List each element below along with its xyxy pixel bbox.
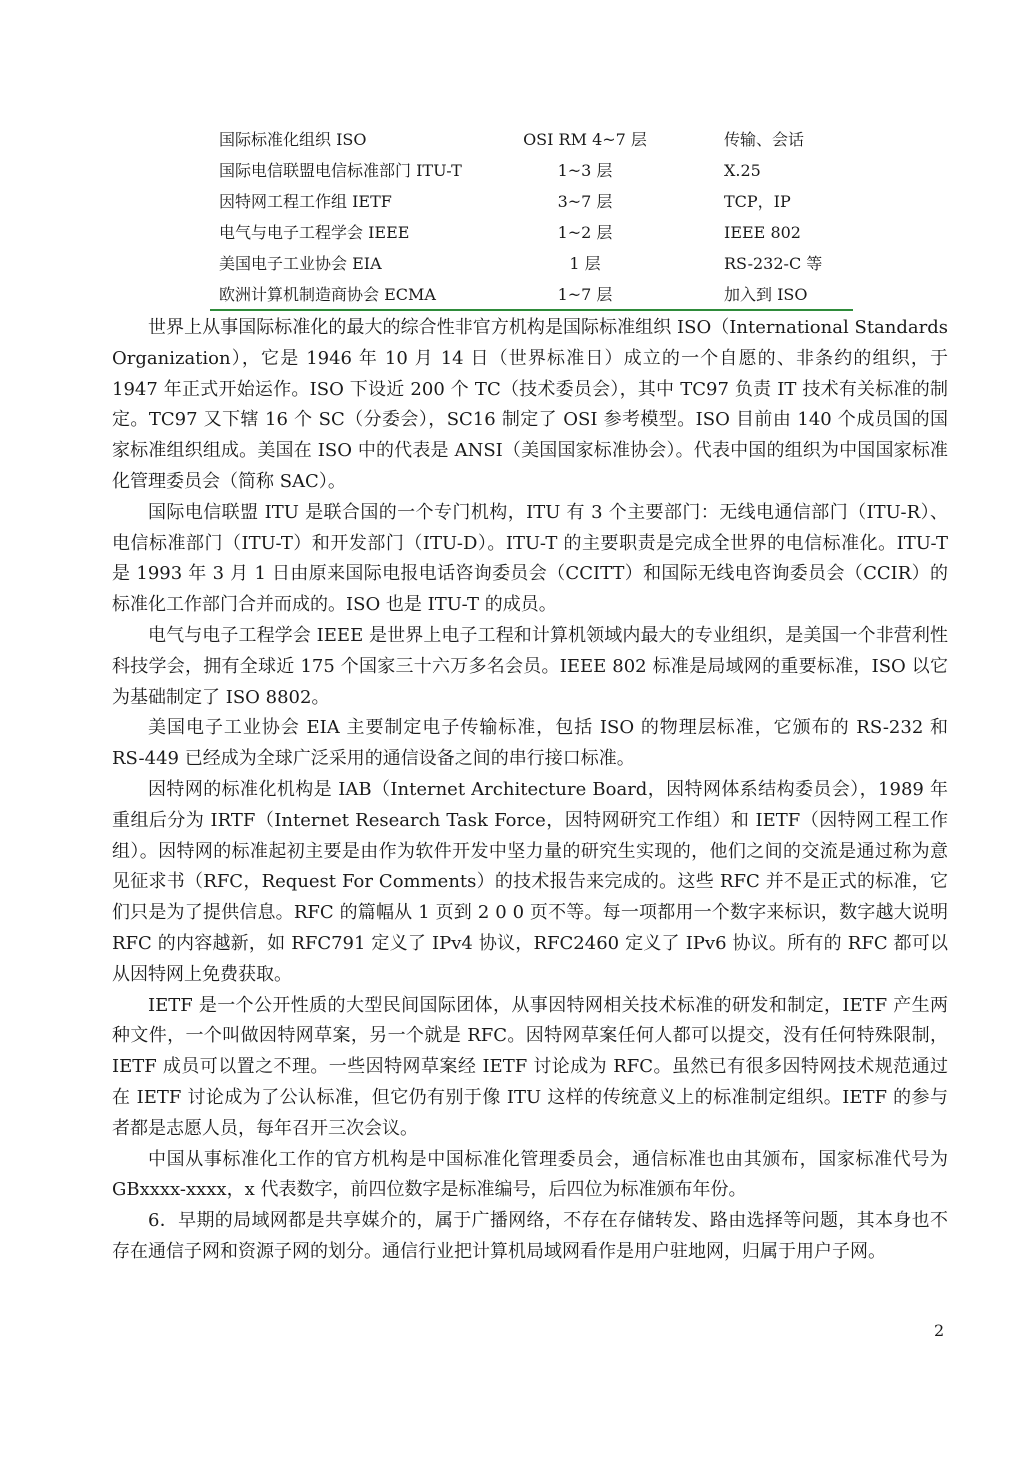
paragraph-ieee: 电气与电子工程学会 IEEE 是世界上电子工程和计算机领域内最大的专业组织，是美国一个非营利性科技学会，拥有全球近 175 个国家三十六万多名会员。IEEE 802 标准是局域网的重要标准，ISO 以它为基础制定了 ISO 8802。	[112, 624, 948, 708]
org-name: 国际标准化组织 ISO	[219, 130, 367, 149]
osi-layers: 1~3 层	[557, 161, 613, 180]
example-standard: X.25	[724, 161, 761, 180]
paragraph-china: 中国从事标准化工作的官方机构是中国标准化管理委员会，通信标准也由其颁布，国家标准代号为 GBxxxx-xxxx，x 代表数字，前四位数字是标准编号，后四位为标准颁布年份。	[112, 1148, 948, 1201]
org-name: 电气与电子工程学会 IEEE	[219, 223, 410, 242]
osi-layers: OSI RM 4~7 层	[523, 130, 647, 149]
table-row	[210, 248, 853, 279]
table-row	[210, 217, 853, 248]
example-standard: IEEE 802	[724, 223, 801, 242]
table-row	[210, 186, 853, 217]
paragraph-ietf: IETF 是一个公开性质的大型民间国际团体，从事因特网相关技术标准的研发和制定，IETF 产生两种文件，一个叫做因特网草案，另一个就是 RFC。因特网草案任何人都可以提交，没有任何特殊限制，IETF 成员可以置之不理。一些因特网草案经 IETF 讨论成为 RFC。虽然已有很多因特网技术规范通过在 IETF 讨论成为了公认标准，但它仍有别于像 ITU 这样的传统意义上的标准制定组织。IETF 的参与者都是志愿人员，每年召开三次会议。	[112, 994, 948, 1139]
paragraph-iab: 因特网的标准化机构是 IAB（Internet Architecture Board，因特网体系结构委员会），1989 年重组后分为 IRTF（Internet Research Task Force，因特网研究工作组）和 IETF（因特网工程工作组）。因特网的标准起初主要是由作为软件开发中坚力量的研究生实现的，他们之间的交流是通过称为意见征求书（RFC，Request For Comments）的技术报告来完成的。这些 RFC 并不是正式的标准，它们只是为了提供信息。RFC 的篇幅从 1 页到 2 0 0 页不等。每一项都用一个数字来标识，数字越大说明 RFC 的内容越新，如 RFC791 定义了 IPv4 协议，RFC2460 定义了 IPv6 协议。所有的 RFC 都可以从因特网上免费获取。	[112, 778, 948, 985]
osi-layers: 1 层	[569, 254, 601, 273]
paragraph-item-6: 6．早期的局域网都是共享媒介的，属于广播网络，不存在存储转发、路由选择等问题，其本身也不存在通信子网和资源子网的划分。通信行业把计算机局域网看作是用户驻地网，归属于用户子网。	[112, 1210, 948, 1262]
example-standard: RS-232-C 等	[724, 254, 823, 273]
example-standard: 传输、会话	[724, 130, 805, 149]
org-name: 美国电子工业协会 EIA	[219, 254, 382, 273]
table-row	[210, 124, 853, 155]
table-row	[210, 279, 853, 310]
example-standard: 加入到 ISO	[724, 285, 808, 304]
example-standard: TCP，IP	[724, 192, 791, 211]
osi-layers: 1~2 层	[557, 223, 613, 242]
osi-layers: 1~7 层	[557, 285, 613, 304]
org-name: 因特网工程工作组 IETF	[219, 192, 392, 211]
osi-layers: 3~7 层	[557, 192, 613, 211]
page-number: 2	[934, 1321, 945, 1340]
paragraph-itu: 国际电信联盟 ITU 是联合国的一个专门机构，ITU 有 3 个主要部门：无线电通信部门（ITU-R）、电信标准部门（ITU-T）和开发部门（ITU-D）。ITU-T 的主要职责是完成全世界的电信标准化。ITU-T 是 1993 年 3 月 1 日由原来国际电报电话咨询委员会（CCITT）和国际无线电咨询委员会（CCIR）的标准化工作部门合并而成的。ISO 也是 ITU-T 的成员。	[112, 501, 948, 616]
table-row	[210, 155, 853, 186]
body-text	[112, 313, 948, 1268]
standards-table	[210, 124, 853, 310]
paragraph-iso: 世界上从事国际标准化的最大的综合性非官方机构是国际标准组织 ISO（International Standards Organization），它是 1946 年 10 月 14 日（世界标准日）成立的一个自愿的、非条约的组织，于 1947 年正式开始运作。ISO 下设近 200 个 TC（技术委员会），其中 TC97 负责 IT 技术有关标准的制定。TC97 又下辖 16 个 SC（分委会），SC16 制定了 OSI 参考模型。ISO 目前由 140 个成员国的国家标准组织组成。美国在 ISO 中的代表是 ANSI（美国国家标准协会）。代表中国的组织为中国国家标准化管理委员会（简称 SAC）。	[112, 317, 948, 492]
org-name: 国际电信联盟电信标准部门 ITU-T	[219, 161, 462, 180]
paragraph-eia: 美国电子工业协会 EIA 主要制定电子传输标准，包括 ISO 的物理层标准，它颁布的 RS-232 和 RS-449 已经成为全球广泛采用的通信设备之间的串行接口标准。	[112, 717, 948, 770]
org-name: 欧洲计算机制造商协会 ECMA	[219, 285, 436, 304]
table-bottom-rule	[210, 309, 853, 311]
